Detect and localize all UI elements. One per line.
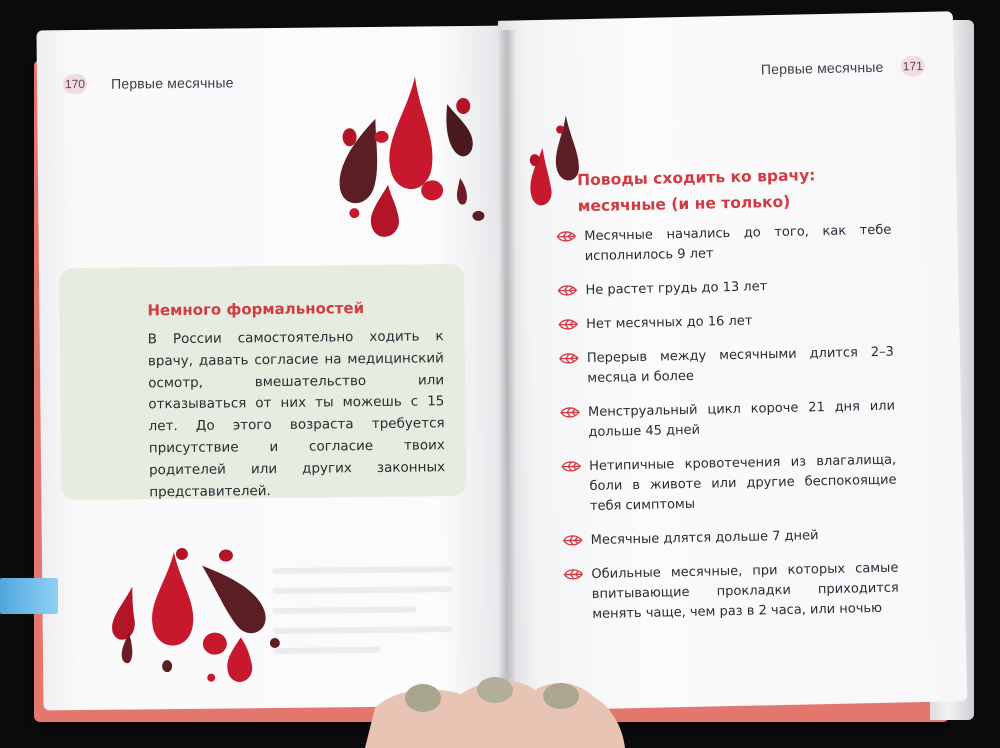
- book-spine: [498, 30, 516, 710]
- list-item: [559, 343, 895, 390]
- ribbon-bookmark: [0, 578, 58, 614]
- list-item: [560, 397, 896, 444]
- list-item-text: Месячные длятся дольше 7 дней: [590, 528, 819, 549]
- list-item: [557, 275, 892, 302]
- page-number-right: 171: [901, 56, 925, 76]
- list-item-text: Нетипичные кровотечения из влагалища, боли в животе или другие беспокоящие тебя симптомы: [589, 452, 897, 515]
- info-box-heading: Немного формальностей: [147, 299, 365, 320]
- list-item-text: Нет месячных до 16 лет: [586, 313, 753, 333]
- left-page: [36, 26, 513, 711]
- reasons-list: [556, 221, 899, 626]
- running-header-right: Первые месячные: [760, 58, 884, 78]
- section-title: Поводы сходить ко врачу: месячные (и не только): [576, 166, 816, 216]
- list-item: [563, 559, 899, 626]
- list-item-text: Перерыв между месячными длится 2–3 месяца и более: [586, 344, 895, 387]
- faded-show-through-text: [272, 566, 453, 668]
- leaf-icon: [561, 460, 581, 472]
- list-item: [561, 451, 897, 518]
- list-item: [563, 525, 898, 552]
- page-number-left: 170: [63, 74, 87, 94]
- list-item-text: Месячные начались до того, как тебе исполнилось 9 лет: [584, 222, 892, 265]
- leaf-icon: [563, 568, 583, 580]
- drops-illustration-right: [522, 107, 584, 218]
- leaf-icon: [558, 318, 578, 330]
- list-item-text: Менструальный цикл короче 21 дня или дольше 45 дней: [587, 398, 896, 441]
- running-header-left: Первые месячные: [110, 74, 234, 92]
- hand-holding-book: [365, 668, 625, 748]
- leaf-icon: [557, 284, 577, 296]
- list-item-text: Обильные месячные, при которых самые впитывающие прокладки приходится менять чаще, чем раз в 2 часа, или ночью: [591, 560, 899, 622]
- drops-illustration-top: [327, 66, 489, 243]
- leaf-icon: [560, 406, 580, 418]
- leaf-icon: [559, 352, 579, 364]
- leaf-icon: [563, 534, 583, 546]
- info-box-text: В России самостоятельно ходить к врачу, давать согласие на медицинский осмотр, вмешательство или отказываться от них ты можешь с 15 лет. До этого возраста требуется присутствие и согласие твоих родителей или других законных представителей.: [147, 328, 446, 500]
- drops-illustration-bottom: [102, 533, 284, 690]
- list-item: [558, 309, 893, 336]
- right-page: [498, 11, 967, 710]
- list-item: [556, 221, 892, 268]
- list-item-text: Не растет грудь до 13 лет: [585, 279, 768, 299]
- leaf-icon: [556, 230, 576, 242]
